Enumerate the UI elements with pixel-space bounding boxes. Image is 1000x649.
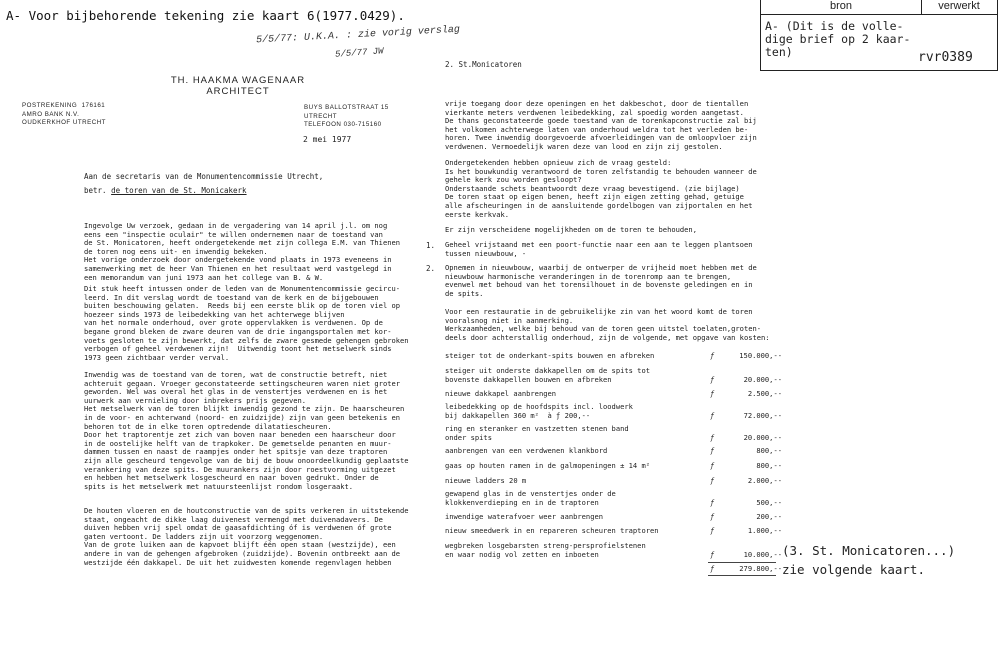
cost-amount: 1.000,-- xyxy=(747,526,782,535)
currency-sign: ƒ xyxy=(710,433,715,442)
cost-amount: 72.000,-- xyxy=(743,411,782,420)
cost-desc: nieuw smeedwerk in en repareren scheuren traptoren xyxy=(445,526,659,535)
card-title: A- Voor bijbehorende tekening zie kaart 6(1977.0429). xyxy=(6,8,405,23)
cost-amount: 2.500,-- xyxy=(747,389,782,398)
architect-title: ARCHITECT xyxy=(206,86,270,97)
currency-sign: ƒ xyxy=(710,461,715,470)
paragraph: De houten vloeren en de houtconstructie van de spits verkeren in uitstekende staat, ongeacht de dikke laag duivenest vermengd met duivenadavers. De duiven hebben vrij spel omdat de gaasafdichting óf is verdwenen óf grote gaten vertoont. De ladders zijn uit voorzorg weggenomen. Van de grote luiken aan de kapvoet blijft één open staan (westzijde), een andere in van de gehengen afgebroken (zuidzijde). Bovenin ontbreekt aan de westzijde één dakkapel. De uit het zuidwesten komende regenvlagen hebben xyxy=(84,506,409,567)
continuation-line: (3. St. Monicatoren...) xyxy=(782,543,956,558)
cost-desc: aanbrengen van een verdwenen klankbord xyxy=(445,446,608,455)
cost-amount: 20.000,-- xyxy=(743,433,782,442)
currency-sign: ƒ xyxy=(710,411,715,420)
cost-desc: gaas op houten ramen in de galmopeningen ± 14 m² xyxy=(445,461,650,470)
total-underline xyxy=(708,575,776,576)
letterhead-address: BUYS BALLOTSTRAAT 15 UTRECHT TELEFOON 030-715160 xyxy=(304,104,389,128)
cost-desc: nieuwe ladders 20 m xyxy=(445,476,527,485)
handwritten-initials: 5/5/77 JW xyxy=(334,46,384,60)
letter-date: 2 mei 1977 xyxy=(303,135,352,144)
paragraph: Er zijn verscheidene mogelijkheden om de toren te behouden, xyxy=(445,225,697,234)
currency-sign: ƒ xyxy=(710,375,715,384)
cost-desc: ring en steranker en vastzetten stenen band onder spits xyxy=(445,424,629,442)
letterhead-bank-info: POSTREKENING 176161 AMRO BANK N.V. OUDKERKHOF UTRECHT xyxy=(22,102,106,126)
currency-sign: ƒ xyxy=(710,389,715,398)
letterhead xyxy=(118,75,358,97)
reference-code: rvr0389 xyxy=(918,50,973,65)
subject: de toren van de St. Monicakerk xyxy=(111,186,247,195)
paragraph: Ondergetekenden hebben opnieuw zich de vraag gesteld: Is het bouwkundig verantwoord de toren zelfstandig te behouden wanneer de gehele kerk zou worden gesloopt? Onderstaande schets beantwoordt deze vraag bevestigend. (zie bijlage) De toren staat op eigen benen, heeft zijn eigen zetting gehad, getuige alle afscheuringen in de aansluitende gordelbogen van zijportalen en het eerste kerkvak. xyxy=(445,158,757,219)
subject-line xyxy=(84,184,323,198)
subject-prefix: betr. xyxy=(84,186,112,195)
paragraph: Dit stuk heeft intussen onder de leden van de Monumentencommissie gecircu- leerd. In dit verslag wordt de toestand van de kerk en de bijgebouwen buiten beschouwing gelaten. Reeds bij een eerste blik op de toren viel op hoezeer sinds 1973 de leibedekking van het achterwege blijven van het normale onderhoud, over grote oppervlakken is verdwenen. Op de begane grond bleken de zware deuren van de drie ingangsportalen met kor- voets gesloten te zijn bewerkt, dat zelfs de zware gesmede gehengen gebroken verbogen of geheel verdwenen zijn! Uitwendig toont het metselwerk sinds 1973 geen zichtbaar verder verval. xyxy=(84,284,409,362)
page-label: 2. St.Monicatoren xyxy=(445,60,522,69)
paragraph: vrije toegang door deze openingen en het dakbeschot, door de tientallen vierkante meters verdwenen leibedekking, zal spoedig worden aangetast. De thans geconstateerde goede toestand van de torenkapconstructie zal bij het volkomen achterwege laten van onderhoud weldra tot het verleden be- horen. Twee inwendig doorgevoerde afvoerleidingen van de omloopvloer zijn verdwenen. Vermoedelijk waren deze van lood en zijn zij gestolen. xyxy=(445,99,757,151)
total-rule xyxy=(708,562,776,563)
cost-desc: inwendige waterafvoer weer aanbrengen xyxy=(445,512,604,521)
box-header-verwerkt: verwerkt xyxy=(921,0,997,15)
cost-amount: 2.000,-- xyxy=(747,476,782,485)
option-text: Geheel vrijstaand met een poort-functie naar een aan te leggen plantsoen tussen nieuwbouw, - xyxy=(445,240,753,258)
cost-total: 279.800,-- xyxy=(739,564,782,573)
option-text: Opnemen in nieuwbouw, waarbij de ontwerper de vrijheid moet hebben met de nieuwbouw harmonische veranderingen in de torenromp aan te brengen, evenwel met behoud van het torensilhouet in de bovenste geledingen en in de spits. xyxy=(445,263,757,298)
currency-sign: ƒ xyxy=(710,512,715,521)
paragraph: Inwendig was de toestand van de toren, wat de constructie betreft, niet achteruit gegaan. Vroeger geconstateerde settingscheuren waren niet groter geworden. Wel was overal het glas in de venstertjes verdwenen en is het uurwerk aan vernieling door inbrekers prijs gegeven. Het metselwerk van de toren blijkt inwendig gezond te zijn. De haarscheuren in de voor- en achterwand (noord- en zuidzijde) zijn van geen betekenis en behoren tot de in elke toren optredende dilatatiescheuren. Door het traptorentje zet zich van boven naar beneden een haarscheur door in de oostelijke helft van de trapkoker. De gemetselde penanten en muur- dammen tussen en naast de raampjes onder het spitsje van deze traptoren zijn alle gescheurd tengevolge van de bij de bouw onoordeelkundig geplaatste verankering van deze spits. De muurankers zijn door roestvorming uitgezet en hebben het metselwerk losgescheurd en naar boven gedrukt. Onder de spits is het metselwerk met natuursteenlijst rondom losgeraakt. xyxy=(84,370,409,491)
currency-sign: ƒ xyxy=(710,351,715,360)
continuation-line: zie volgende kaart. xyxy=(782,562,925,577)
currency-sign: ƒ xyxy=(710,526,715,535)
cost-desc: steiger uit onderste dakkapellen om de spits tot bovenste dakkapellen bouwen en afbreken xyxy=(445,366,650,384)
box-header-bron: bron xyxy=(761,0,922,15)
architect-name: TH. HAAKMA WAGENAAR xyxy=(170,75,306,86)
option-number: 1. xyxy=(426,241,436,250)
currency-sign: ƒ xyxy=(710,446,715,455)
continuation-note xyxy=(782,541,955,579)
handwritten-note: 5/5/77: U.K.A. : zie vorig verslag xyxy=(255,24,461,47)
cost-amount: 800,-- xyxy=(756,446,782,455)
cost-desc: steiger tot de onderkant-spits bouwen en afbreken xyxy=(445,351,655,360)
cost-desc: leibedekking op de hoofdspits incl. loodwerk bij dakkapellen 360 m² à ƒ 200,-- xyxy=(445,402,633,420)
cost-amount: 20.000,-- xyxy=(743,375,782,384)
currency-sign: ƒ xyxy=(710,564,715,573)
paragraph: Ingevolge Uw verzoek, gedaan in de vergadering van 14 april j.l. om nog eens een "inspectie oculair" te willen ondernemen naar de toestand van de St. Monicatoren, heeft ondergetekende met zijn collega E.M. van Thienen de toren nog eens uit- en inwendig bekeken. Het vorige onderzoek door ondergetekende vond plaats in 1973 eveneens in samenwerking met de heer Van Thienen en het resultaat werd vastgelegd in een memorandum van juni 1973 aan het college van B. & W. xyxy=(84,221,401,282)
option-number: 2. xyxy=(426,264,436,273)
addressee-block xyxy=(84,170,323,198)
currency-sign: ƒ xyxy=(710,550,715,559)
addressee: Aan de secretaris van de Monumentencommissie Utrecht, xyxy=(84,172,324,181)
currency-sign: ƒ xyxy=(710,476,715,485)
box-note: A- (Dit is de volle- dige brief op 2 kaar- ten) xyxy=(765,19,911,59)
cost-amount: 200,-- xyxy=(756,512,782,521)
cost-desc: gewapend glas in de venstertjes onder de klokkenverdieping en in de traptoren xyxy=(445,489,616,507)
cost-amount: 150.000,-- xyxy=(739,351,782,360)
cost-amount: 500,-- xyxy=(756,498,782,507)
currency-sign: ƒ xyxy=(710,498,715,507)
cost-desc: nieuwe dakkapel aanbrengen xyxy=(445,389,557,398)
paragraph: Voor een restauratie in de gebruikelijke zin van het woord komt de toren vooralsnog niet in aanmerking. Werkzaamheden, welke bij behoud van de toren geen uitstel toelaten,groten- deels door achterstallig onderhoud, zijn de volgende, met opgave van kosten: xyxy=(445,307,770,342)
cost-amount: 10.000,-- xyxy=(743,550,782,559)
cost-desc: wegbreken losgebarsten streng-persprofielstenen en waar nodig vol zetten en inboeten xyxy=(445,541,646,559)
cost-amount: 800,-- xyxy=(756,461,782,470)
